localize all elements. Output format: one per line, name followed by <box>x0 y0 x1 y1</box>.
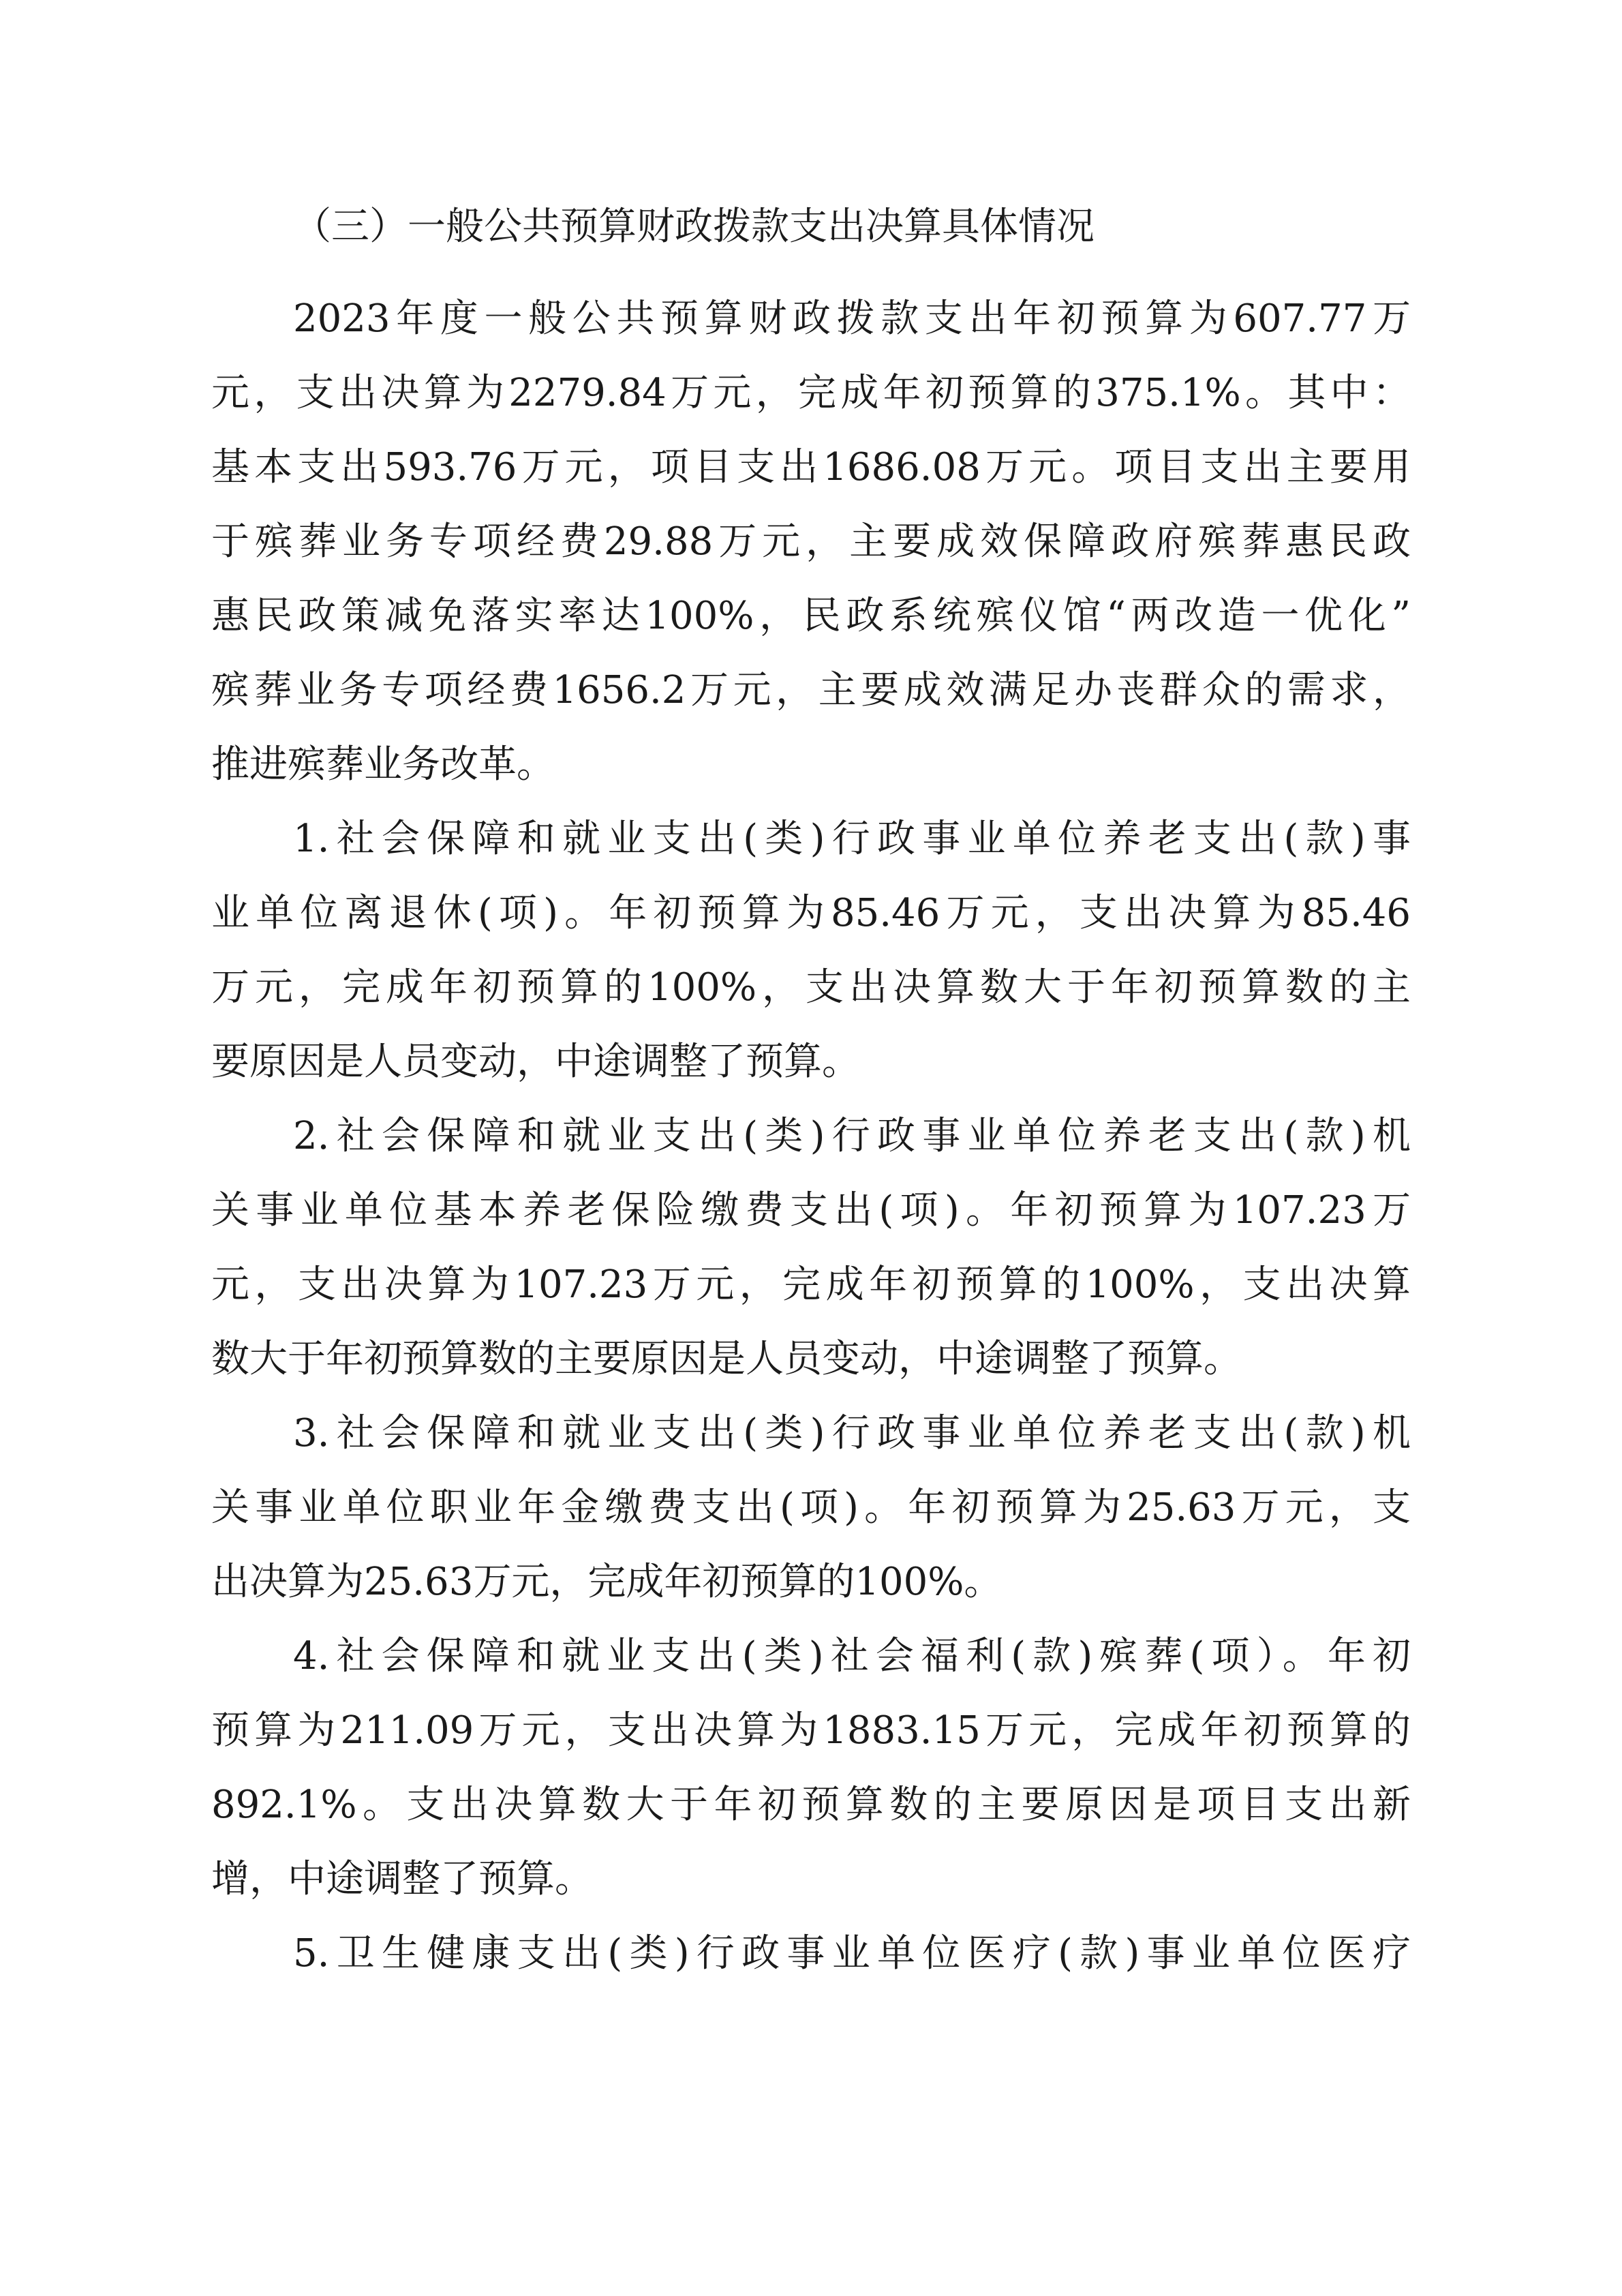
paragraph-line: 关事业单位基本养老保险缴费支出(项)。年初预算为107.23万 <box>211 1188 1411 1233</box>
paragraph-line: 1.社会保障和就业支出(类)行政事业单位养老支出(款)事 <box>293 817 1411 861</box>
paragraph-line: 推进殡葬业务改革。 <box>211 742 555 787</box>
section-heading: （三）一般公共预算财政拨款支出决算具体情况 <box>293 205 1095 249</box>
paragraph-line: 出决算为25.63万元，完成年初预算的100%。 <box>211 1560 1003 1604</box>
paragraph-line: 惠民政策减免落实率达100%，民政系统殡仪馆“两改造一优化” <box>211 594 1411 638</box>
paragraph-line: 增，中途调整了预算。 <box>211 1857 593 1901</box>
paragraph-line: 业单位离退休(项)。年初预算为85.46万元，支出决算为85.46 <box>211 891 1411 935</box>
paragraph-line: 万元，完成年初预算的100%，支出决算数大于年初预算数的主 <box>211 965 1411 1010</box>
paragraph-line: 关事业单位职业年金缴费支出(项)。年初预算为25.63万元，支 <box>211 1485 1411 1530</box>
paragraph-line: 892.1%。支出决算数大于年初预算数的主要原因是项目支出新 <box>211 1783 1411 1827</box>
paragraph-line: 元，支出决算为107.23万元，完成年初预算的100%，支出决算 <box>211 1263 1411 1307</box>
paragraph-line: 殡葬业务专项经费1656.2万元，主要成效满足办丧群众的需求， <box>211 668 1411 712</box>
paragraph-line: 于殡葬业务专项经费29.88万元，主要成效保障政府殡葬惠民政 <box>211 519 1411 564</box>
paragraph-line: 3.社会保障和就业支出(类)行政事业单位养老支出(款)机 <box>293 1411 1411 1455</box>
paragraph-line: 要原因是人员变动，中途调整了预算。 <box>211 1040 860 1084</box>
paragraph-line: 2.社会保障和就业支出(类)行政事业单位养老支出(款)机 <box>293 1114 1411 1158</box>
paragraph-line: 基本支出593.76万元，项目支出1686.08万元。项目支出主要用 <box>211 445 1411 489</box>
paragraph-line: 元，支出决算为2279.84万元，完成年初预算的375.1%。其中： <box>211 371 1411 415</box>
paragraph-line: 5.卫生健康支出(类)行政事业单位医疗(款)事业单位医疗 <box>293 1931 1411 1976</box>
paragraph-line: 4.社会保障和就业支出(类)社会福利(款)殡葬(项）。年初 <box>293 1634 1411 1678</box>
paragraph-line: 数大于年初预算数的主要原因是人员变动，中途调整了预算。 <box>211 1337 1242 1381</box>
paragraph-line: 2023年度一般公共预算财政拨款支出年初预算为607.77万 <box>293 297 1411 341</box>
paragraph-line: 预算为211.09万元，支出决算为1883.15万元，完成年初预算的 <box>211 1708 1411 1753</box>
